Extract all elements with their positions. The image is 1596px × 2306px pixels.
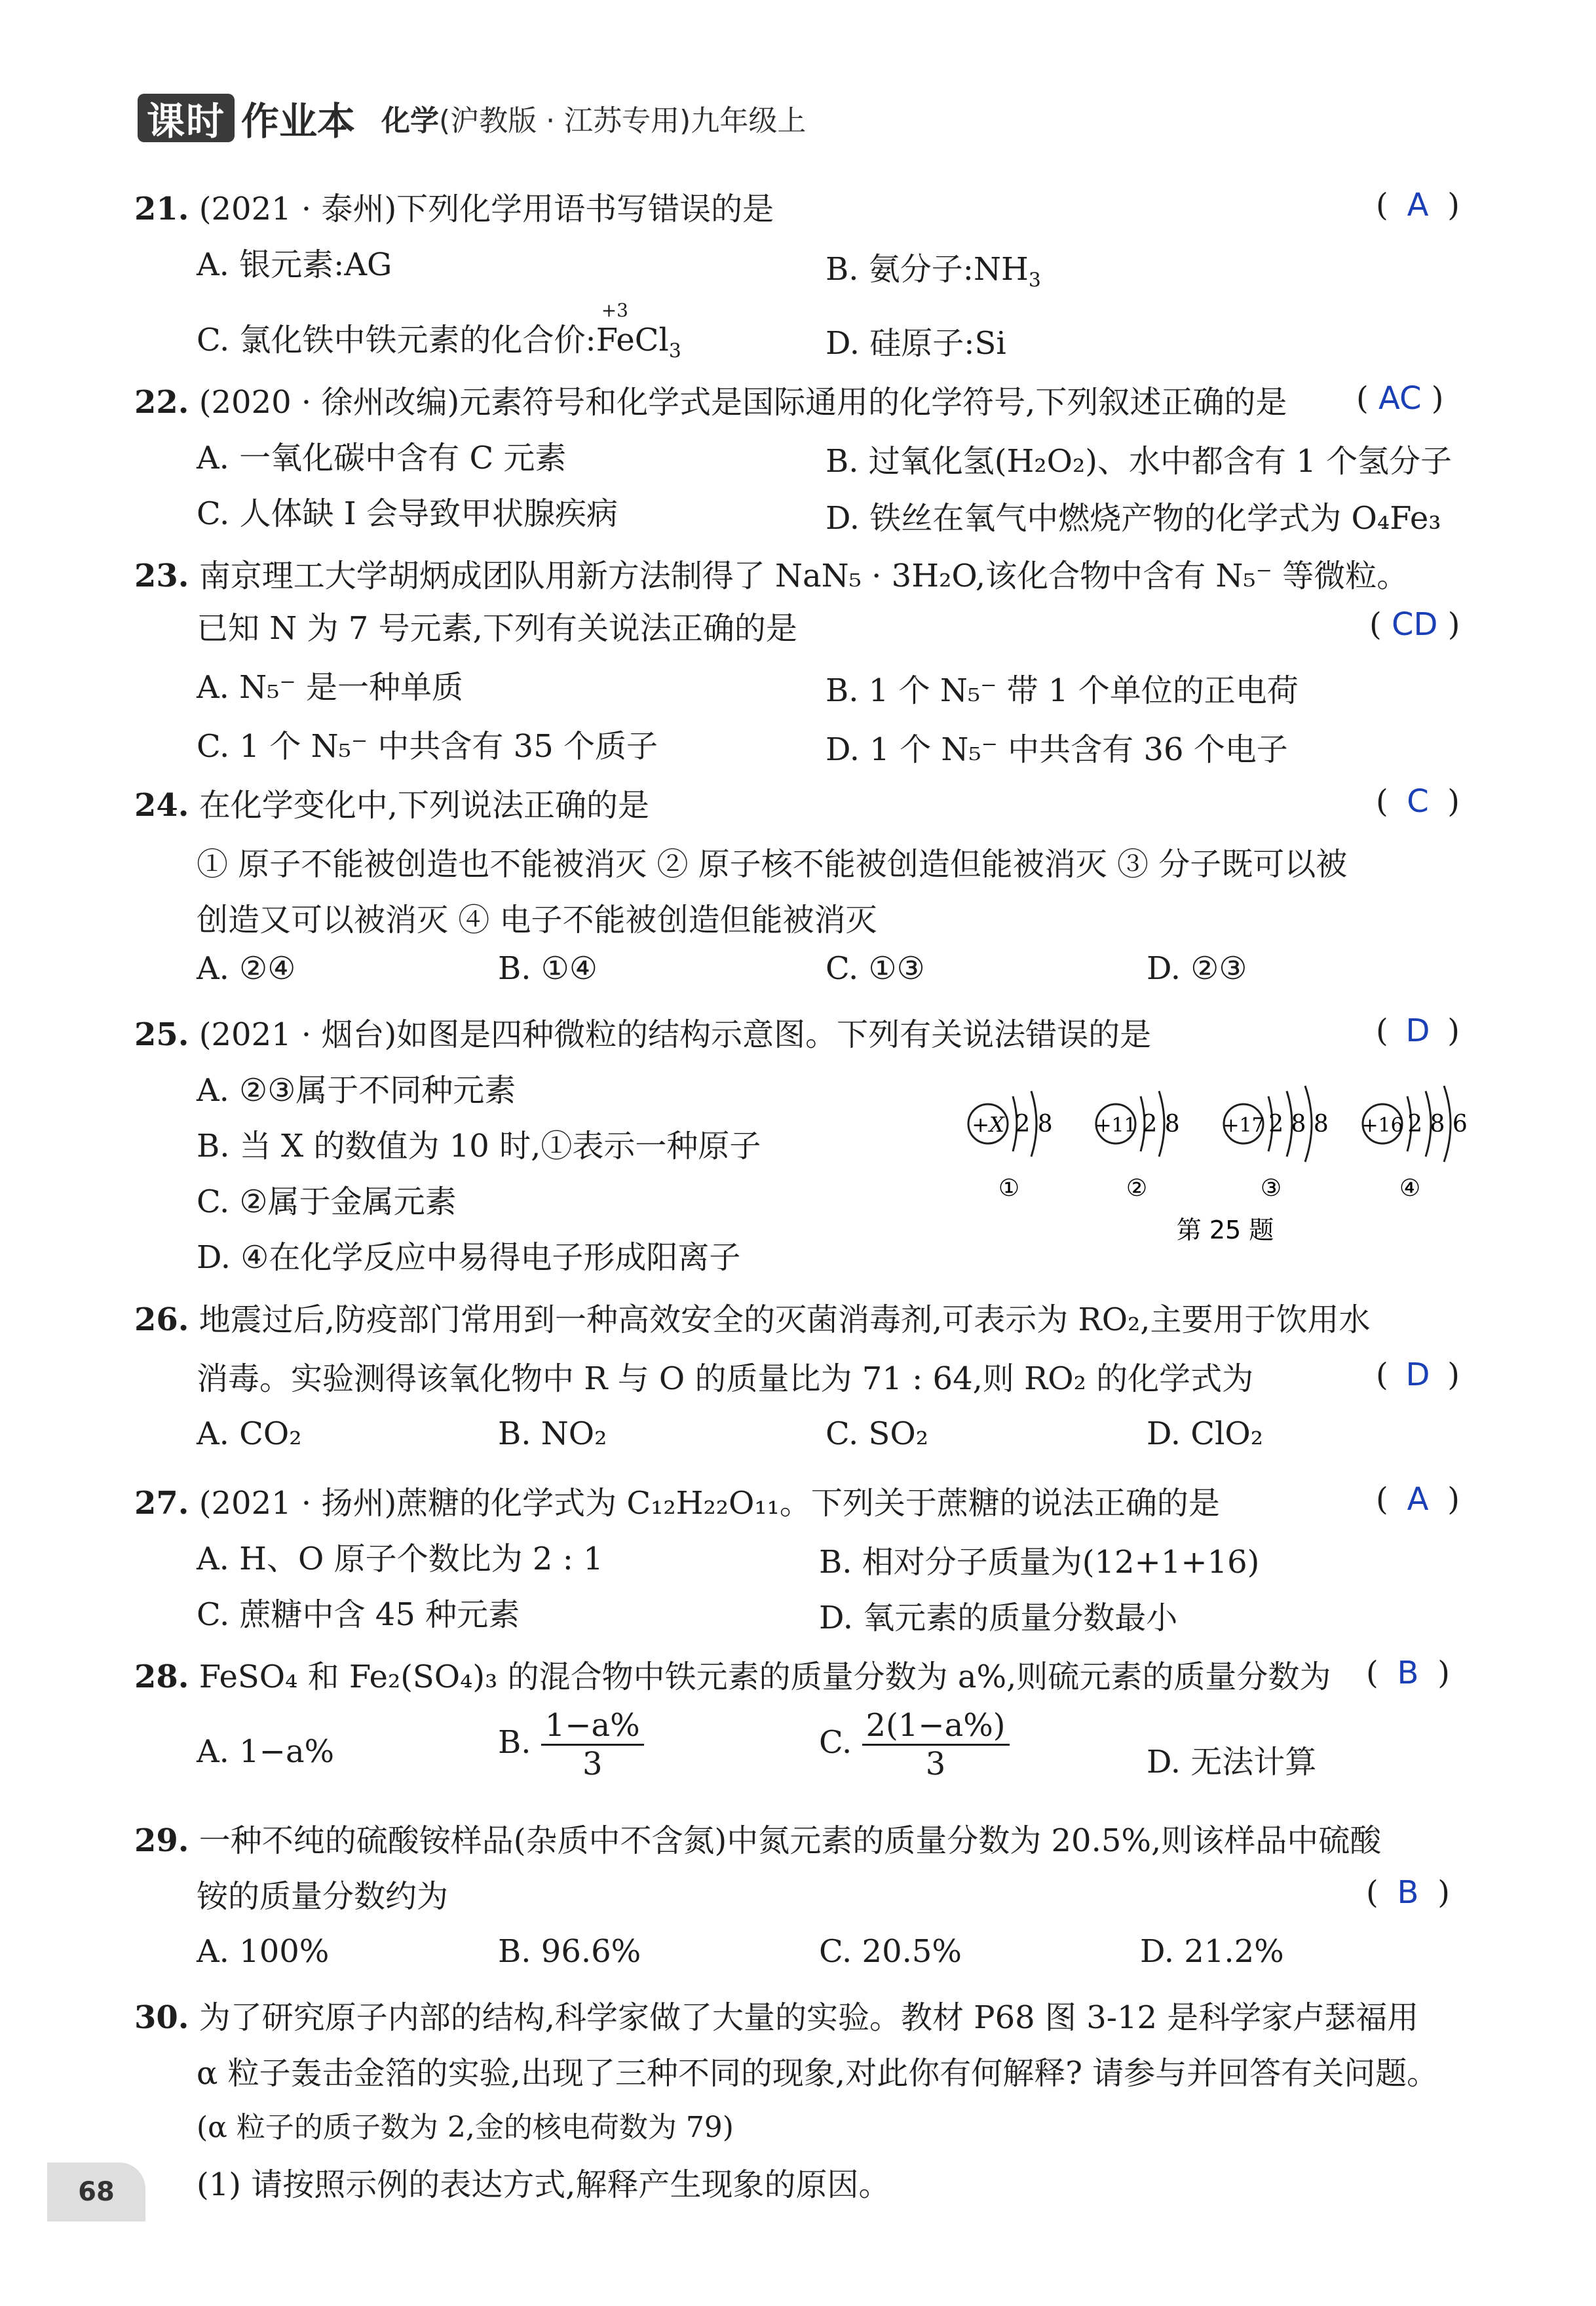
subject-edition: (沪教版 · 江苏专用)九年级上 — [439, 104, 807, 138]
question-24-statements-1: ① 原子不能被创造也不能被消灭 ② 原子核不能被创造但能被消灭 ③ 分子既可以被 — [197, 846, 1348, 883]
question-text: (2021 · 烟台)如图是四种微粒的结构示意图。下列有关说法错误的是 — [199, 1016, 1152, 1053]
question-23-stem-2: 已知 N 为 7 号元素,下列有关说法正确的是 — [197, 610, 797, 647]
question-29-stem-2: 铵的质量分数约为 — [197, 1878, 449, 1915]
question-number: 23. — [134, 558, 189, 594]
question-text: 地震过后,防疫部门常用到一种高效安全的灭菌消毒剂,可表示为 RO₂,主要用于饮用水 — [199, 1301, 1371, 1338]
option-label: B. — [498, 1724, 531, 1761]
option-26-a: A. CO₂ — [197, 1415, 302, 1452]
question-text: 南京理工大学胡炳成团队用新方法制得了 NaN₅ · 3H₂O,该化合物中含有 N₅⁻ 等微粒。 — [199, 558, 1409, 594]
option-27-d: D. 氧元素的质量分数最小 — [819, 1600, 1178, 1636]
nucleus-charge: +17 — [1223, 1114, 1264, 1137]
question-30-note: (α 粒子的质子数为 2,金的核电荷数为 79) — [197, 2111, 734, 2144]
electron-shells: 2 8 6 — [1407, 1111, 1468, 1138]
figure-caption: 第 25 题 — [1176, 1216, 1274, 1244]
brand-title: 作业本 — [241, 99, 356, 144]
answer-value: D — [1405, 1356, 1430, 1393]
option-22-b: B. 过氧化氢(H₂O₂)、水中都含有 1 个氢分子 — [826, 443, 1452, 480]
question-text: 一种不纯的硫酸铵样品(杂质中不含氮)中氮元素的质量分数为 20.5%,则该样品中硫酸 — [199, 1822, 1382, 1859]
question-30-stem-2: α 粒子轰击金箔的实验,出现了三种不同的现象,对此你有何解释? 请参与并回答有关问题。 — [197, 2055, 1439, 2092]
question-number: 26. — [134, 1301, 189, 1338]
option-28-d: D. 无法计算 — [1147, 1744, 1317, 1780]
option-29-d: D. 21.2% — [1140, 1933, 1284, 1970]
atom-3 — [1223, 1086, 1328, 1202]
nucleus-charge: +X — [972, 1112, 1004, 1137]
option-26-c: C. SO₂ — [826, 1415, 929, 1452]
answer-29: ( B ) — [1366, 1874, 1450, 1911]
atom-4 — [1361, 1086, 1467, 1202]
option-24-b: B. ①④ — [498, 950, 598, 987]
question-23-stem — [134, 550, 1408, 596]
subject-info — [381, 97, 806, 139]
question-24-stem — [134, 780, 649, 825]
option-29-a: A. 100% — [197, 1933, 330, 1970]
option-25-a: A. ②③属于不同种元素 — [197, 1072, 516, 1109]
option-27-a: A. H、O 原子个数比为 2 : 1 — [197, 1541, 603, 1577]
numerator: 1−a% — [541, 1707, 644, 1746]
atom-label: ④ — [1399, 1175, 1421, 1202]
answer-26: ( D ) — [1376, 1356, 1460, 1393]
answer-value: A — [1407, 1481, 1429, 1518]
answer-value: D — [1405, 1012, 1430, 1049]
numerator: 2(1−a%) — [862, 1707, 1010, 1746]
option-25-c: C. ②属于金属元素 — [197, 1183, 457, 1220]
option-23-d: D. 1 个 N₅⁻ 中共含有 36 个电子 — [826, 731, 1288, 768]
option-text: B. 氨分子:NH — [826, 251, 1029, 288]
page-header — [138, 88, 806, 147]
electron-shells: 2 8 — [1142, 1111, 1180, 1138]
question-28-stem — [134, 1651, 1331, 1697]
subscript: 3 — [668, 339, 681, 363]
option-23-c: C. 1 个 N₅⁻ 中共含有 35 个质子 — [197, 728, 658, 765]
valence-mark: +3 — [601, 299, 628, 321]
question-29-stem — [134, 1815, 1381, 1860]
electron-shells: 2 8 — [1015, 1111, 1053, 1138]
question-25-stem — [134, 1009, 1151, 1054]
option-24-c: C. ①③ — [826, 950, 925, 987]
option-23-b: B. 1 个 N₅⁻ 带 1 个单位的正电荷 — [826, 672, 1299, 709]
answer-21: ( A ) — [1376, 187, 1460, 223]
question-26-stem-2: 消毒。实验测得该氧化物中 R 与 O 的质量比为 71 : 64,则 RO₂ 的化学式为 — [197, 1360, 1254, 1397]
option-28-a: A. 1−a% — [197, 1733, 335, 1770]
answer-27: ( A ) — [1376, 1481, 1460, 1518]
question-21-stem — [134, 183, 774, 229]
question-text: (2020 · 徐州改编)元素符号和化学式是国际通用的化学符号,下列叙述正确的是 — [199, 384, 1287, 421]
atom-1 — [968, 1091, 1053, 1202]
answer-22: ( AC ) — [1356, 380, 1444, 417]
question-30-sub-1: (1) 请按照示例的表达方式,解释产生现象的原因。 — [197, 2166, 890, 2203]
option-29-b: B. 96.6% — [498, 1933, 641, 1970]
answer-value: B — [1397, 1655, 1419, 1691]
question-text: 为了研究原子内部的结构,科学家做了大量的实验。教材 P68 图 3-12 是科学家卢瑟福用 — [199, 1999, 1419, 2036]
question-number: 25. — [134, 1016, 189, 1053]
atom-label: ② — [1126, 1175, 1148, 1202]
question-text: (2021 · 泰州)下列化学用语书写错误的是 — [199, 191, 774, 227]
option-27-b: B. 相对分子质量为(12+1+16) — [819, 1544, 1260, 1581]
question-number: 29. — [134, 1822, 189, 1859]
question-24-statements-2: 创造又可以被消灭 ④ 电子不能被创造但能被消灭 — [197, 902, 877, 938]
fraction — [541, 1707, 644, 1782]
option-28-c — [819, 1707, 1010, 1782]
answer-value: AC — [1378, 380, 1422, 417]
answer-25: ( D ) — [1376, 1012, 1460, 1049]
option-23-a: A. N₅⁻ 是一种单质 — [197, 669, 464, 706]
option-21-b — [826, 244, 1041, 292]
question-22-stem — [134, 377, 1287, 422]
atom-structure-diagram — [950, 1078, 1487, 1255]
question-26-stem — [134, 1294, 1371, 1339]
question-text: (2021 · 扬州)蔗糖的化学式为 C₁₂H₂₂O₁₁。下列关于蔗糖的说法正确的是 — [199, 1485, 1220, 1522]
option-24-a: A. ②④ — [197, 950, 296, 987]
answer-value: CD — [1391, 606, 1438, 643]
page-number: 68 — [47, 2162, 145, 2221]
option-28-b — [498, 1707, 644, 1782]
question-text: FeSO₄ 和 Fe₂(SO₄)₃ 的混合物中铁元素的质量分数为 a%,则硫元素的质量分数为 — [199, 1659, 1331, 1695]
option-25-d: D. ④在化学反应中易得电子形成阳离子 — [197, 1239, 741, 1276]
question-30-stem — [134, 1992, 1418, 2037]
denominator: 3 — [582, 1746, 603, 1782]
atom-2 — [1095, 1091, 1179, 1202]
denominator: 3 — [925, 1746, 946, 1782]
answer-value: B — [1397, 1874, 1419, 1911]
subject-name: 化学 — [381, 104, 440, 138]
question-text: 在化学变化中,下列说法正确的是 — [199, 787, 650, 824]
fraction — [862, 1707, 1010, 1782]
option-24-d: D. ②③ — [1147, 950, 1247, 987]
option-26-d: D. ClO₂ — [1147, 1415, 1263, 1452]
question-number: 27. — [134, 1485, 189, 1522]
option-text: C. 氯化铁中铁元素的化合价: — [197, 322, 596, 358]
option-21-d: D. 硅原子:Si — [826, 325, 1006, 362]
option-label: C. — [819, 1724, 852, 1761]
question-number: 28. — [134, 1659, 189, 1695]
answer-24: ( C ) — [1376, 783, 1460, 820]
option-25-b: B. 当 X 的数值为 10 时,①表示一种原子 — [197, 1128, 761, 1164]
question-number: 24. — [134, 787, 189, 824]
option-26-b: B. NO₂ — [498, 1415, 607, 1452]
question-number: 22. — [134, 384, 189, 421]
option-29-c: C. 20.5% — [819, 1933, 962, 1970]
option-22-c: C. 人体缺 I 会导致甲状腺疾病 — [197, 495, 618, 532]
option-21-a: A. 银元素:AG — [197, 246, 392, 283]
answer-28: ( B ) — [1366, 1655, 1450, 1691]
answer-23: ( CD ) — [1369, 606, 1460, 643]
brand-logo: 课时 — [138, 94, 235, 142]
option-22-d: D. 铁丝在氧气中燃烧产物的化学式为 O₄Fe₃ — [826, 500, 1441, 537]
option-22-a: A. 一氧化碳中含有 C 元素 — [197, 440, 567, 476]
subscript: 3 — [1028, 269, 1041, 292]
option-27-c: C. 蔗糖中含 45 种元素 — [197, 1596, 520, 1633]
question-number: 21. — [134, 191, 189, 227]
formula: FeCl — [596, 322, 669, 358]
atom-label: ③ — [1260, 1175, 1282, 1202]
nucleus-charge: +11 — [1095, 1114, 1137, 1137]
nucleus-charge: +16 — [1361, 1114, 1403, 1137]
atom-label: ① — [998, 1175, 1020, 1202]
answer-value: A — [1407, 187, 1429, 223]
question-number: 30. — [134, 1999, 189, 2036]
question-27-stem — [134, 1478, 1220, 1523]
answer-value: C — [1407, 783, 1429, 820]
electron-shells: 2 8 8 — [1268, 1111, 1329, 1138]
option-21-c — [197, 299, 681, 363]
